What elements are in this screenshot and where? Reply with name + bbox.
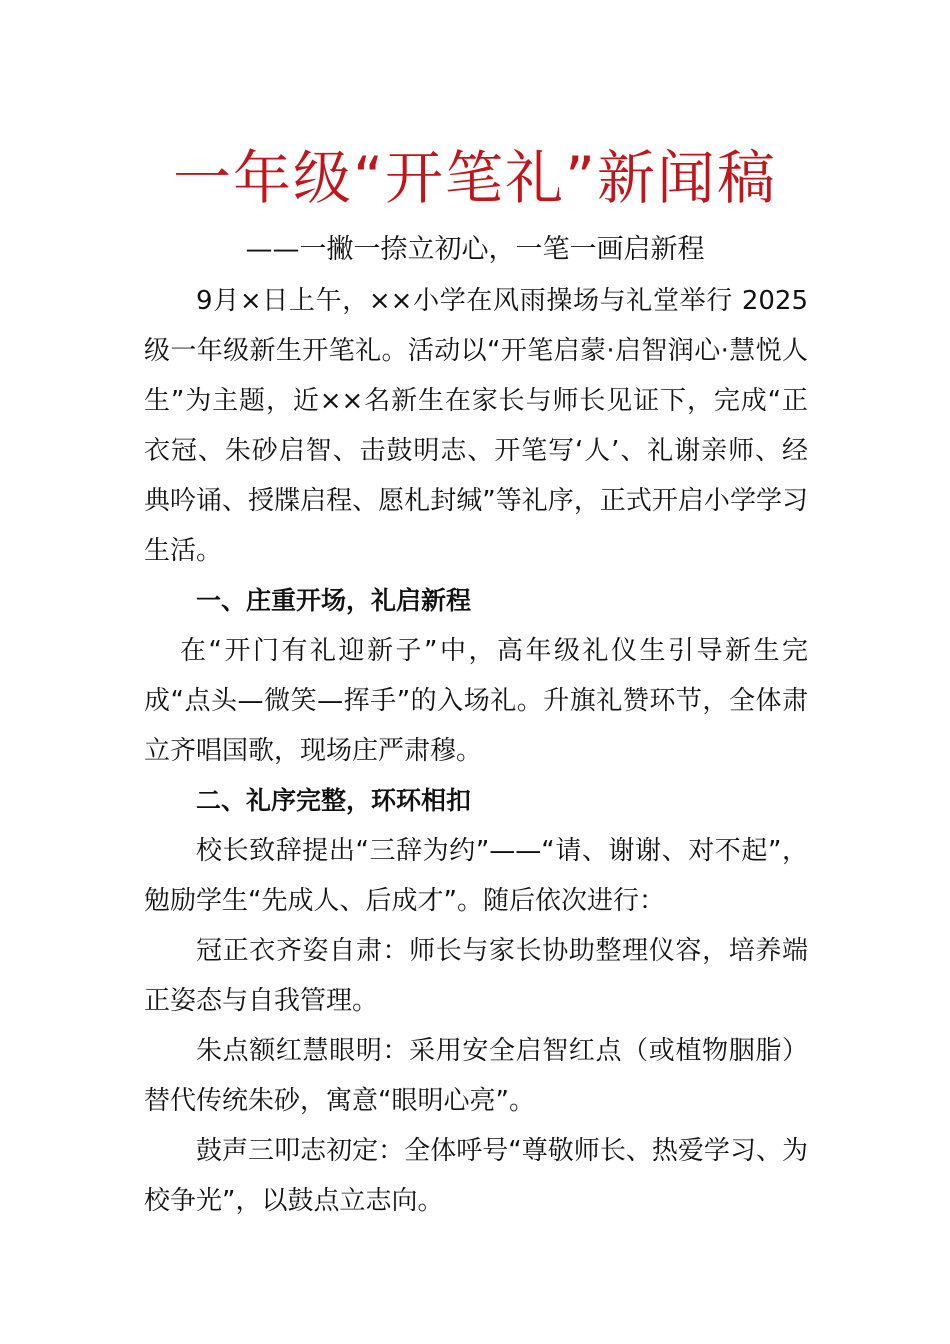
document-body xyxy=(144,276,808,1226)
section-1-paragraph: 在“开门有礼迎新子”中，高年级礼仪生引导新生完成“点头—微笑—挥手”的入场礼。升旗礼赞环节，全体肃立齐唱国歌，现场庄严肃穆。 xyxy=(144,636,808,766)
intro-paragraph: 9月×日上午，××小学在风雨操场与礼堂举行 2025级一年级新生开笔礼。活动以“开笔启蒙·启智润心·慧悦人生”为主题，近××名新生在家长与师长见证下，完成“正衣冠、朱砂启智、击鼓明志、开笔写‘人’、礼谢亲师、经典吟诵、授牒启程、愿札封缄”等礼序，正式开启小学学习生活。 xyxy=(144,286,808,566)
section-2-paragraph-1: 校长致辞提出“三辞为约”——“请、谢谢、对不起”，勉励学生“先成人、后成才”。随后依次进行： xyxy=(144,836,808,916)
document-title: 一年级“开笔礼”新闻稿 xyxy=(172,144,778,212)
section-1-heading: 一、庄重开场，礼启新程 xyxy=(196,586,472,615)
section-2-paragraph-2: 冠正衣齐姿自肃：师长与家长协助整理仪容，培养端正姿态与自我管理。 xyxy=(144,936,808,1016)
document-subtitle: ——一撇一捺立初心，一笔一画启新程 xyxy=(245,234,705,265)
section-2-paragraph-4: 鼓声三叩志初定：全体呼号“尊敬师长、热爱学习、为校争光”，以鼓点立志向。 xyxy=(144,1136,808,1216)
section-2-paragraph-3: 朱点额红慧眼明：采用安全启智红点（或植物胭脂）替代传统朱砂，寓意“眼明心亮”。 xyxy=(144,1036,808,1116)
section-2-heading: 二、礼序完整，环环相扣 xyxy=(196,786,472,815)
